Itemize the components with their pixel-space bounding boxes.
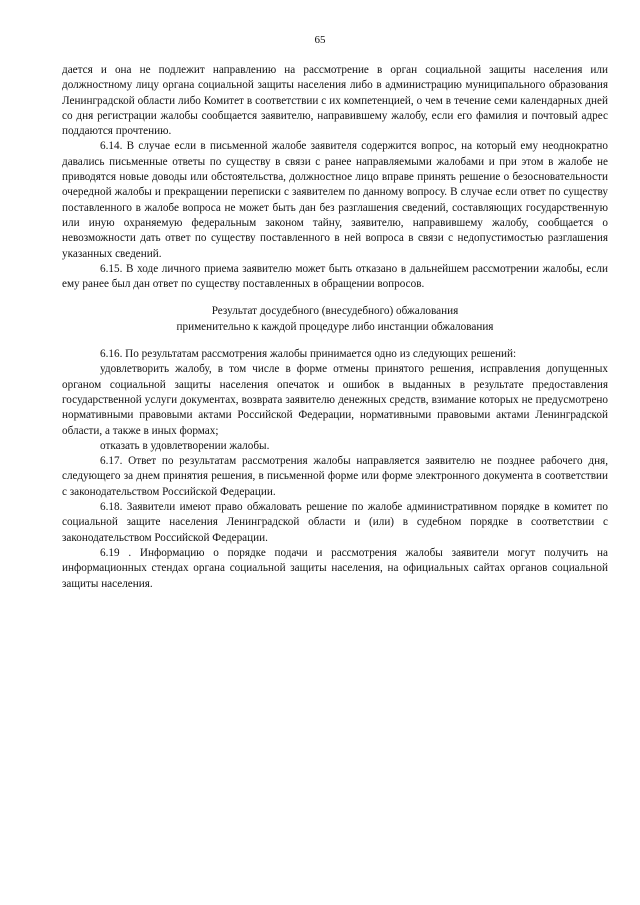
page-number: 65 bbox=[314, 34, 326, 46]
paragraph-6-16: 6.16. По результатам рассмотрения жалобы принимается одно из следующих решений: bbox=[100, 348, 517, 361]
section-heading bbox=[62, 304, 608, 335]
section-heading-line-1: Результат досудебного (внесудебного) обжалования bbox=[211, 305, 459, 318]
paragraph-6-19: 6.19 . Информацию о порядке подачи и рассмотрения жалобы заявители могут получить на информационных стендах органа социальной защиты населения, на официальных сайтах органов социальной защиты населения. bbox=[62, 546, 608, 590]
paragraph-continuation: дается и она не подлежит направлению на рассмотрение в орган социальной защиты населения или должностному лицу органа социальной защиты населения либо в администрацию муниципального образования Ленинградской области либо Комитет в соответствии с их компетенцией, о чем в течение семи календарных дней со дня регистрации жалобы сообщается заявителю, направившему жалобу, если его фамилия и почтовый адрес поддаются прочтению. bbox=[62, 64, 608, 138]
paragraph-decision-refuse: отказать в удовлетворении жалобы. bbox=[100, 439, 270, 452]
document-body bbox=[62, 63, 608, 592]
paragraph-6-18: 6.18. Заявители имеют право обжаловать решение по жалобе административном порядке в комитет по социальной защите населения Ленинградской области и (или) в судебном порядке в соответствии с законодательством Российской Федерации. bbox=[62, 501, 608, 544]
paragraph-6-14: 6.14. В случае если в письменной жалобе заявителя содержится вопрос, на который ему неоднократно давались письменные ответы по существу в связи с ранее направляемыми жалобами и при этом в жалобе не приводятся новые доводы или обстоятельства, должностное лицо вправе принять решение о безосновательности очередной жалобы и прекращении переписки с заявителем по данному вопросу. В случае если ответ по существу поставленного в жалобе вопроса не может быть дан без разглашения сведений, составляющих государственную или иную охраняемую федеральным законом тайну, заявителю, направившему жалобу, сообщается о невозможности дать ответ по существу поставленного в ней вопроса в связи с недопустимостью разглашения указанных сведений. bbox=[62, 140, 608, 260]
paragraph-6-17: 6.17. Ответ по результатам рассмотрения жалобы направляется заявителю не позднее рабочего дня, следующего за днем принятия решения, в письменной форме или форме электронного документа в соответствии с законодательством Российской Федерации. bbox=[62, 455, 608, 498]
paragraph-6-15: 6.15. В ходе личного приема заявителю может быть отказано в дальнейшем рассмотрении жалобы, если ему ранее был дан ответ по существу поставленных в обращении вопросов. bbox=[62, 262, 608, 291]
paragraph-decision-satisfy: удовлетворить жалобу, в том числе в форме отмены принятого решения, исправления допущенных органом социальной защиты населения опечаток и ошибок в выданных в результате предоставления государственной услуги документах, возврата заявителю денежных средств, взимание которых не предусмотрено нормативными правовыми актами Российской Федерации, нормативными правовыми актами Ленинградской области, а также в иных формах; bbox=[62, 363, 608, 437]
section-heading-line-2: применительно к каждой процедуре либо инстанции обжалования bbox=[176, 320, 494, 333]
